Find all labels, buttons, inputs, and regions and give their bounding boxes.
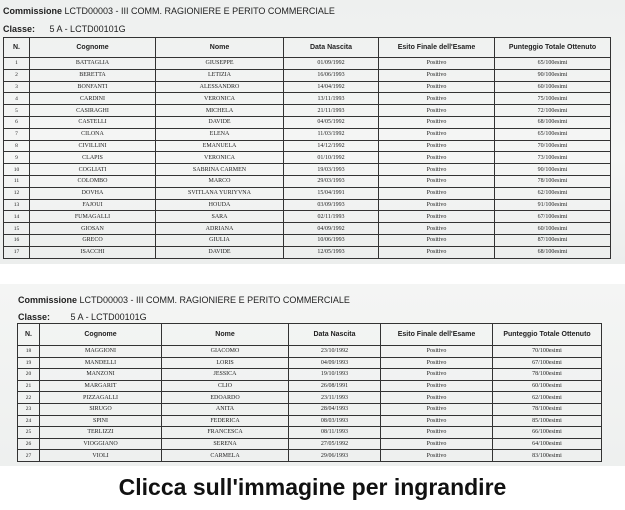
row-number: 9 xyxy=(4,152,30,164)
row-esito: Positivo xyxy=(379,223,495,235)
row-punteggio: 65/100esimi xyxy=(495,128,611,140)
row-number: 21 xyxy=(18,380,40,392)
row-cognome: CIVILLINI xyxy=(30,140,156,152)
row-nome: ELENA xyxy=(156,128,284,140)
table-row xyxy=(4,223,611,235)
row-cognome: MANDELLI xyxy=(40,357,162,369)
row-cognome: VIOLI xyxy=(40,450,162,462)
col-cognome-header: Cognome xyxy=(30,38,156,58)
row-punteggio: 62/100esimi xyxy=(493,392,602,404)
row-punteggio: 68/100esimi xyxy=(495,116,611,128)
table-row xyxy=(4,199,611,211)
table-row xyxy=(4,69,611,81)
row-nome: HOUDA xyxy=(156,199,284,211)
class-line xyxy=(3,24,126,34)
class-line xyxy=(18,312,147,322)
row-esito: Positivo xyxy=(379,187,495,199)
row-data-nascita: 23/11/1993 xyxy=(289,392,381,404)
enlarge-caption[interactable]: Clicca sull'immagine per ingrandire xyxy=(118,474,507,500)
row-punteggio: 78/100esimi xyxy=(493,369,602,381)
table-row xyxy=(4,246,611,258)
col-num-header: N. xyxy=(18,324,40,346)
row-number: 12 xyxy=(4,187,30,199)
row-nome: DAVIDE xyxy=(156,116,284,128)
row-esito: Positivo xyxy=(381,380,493,392)
row-cognome: MANZONI xyxy=(40,369,162,381)
table-row xyxy=(18,438,602,450)
commission-line xyxy=(18,295,350,305)
row-cognome: GRECO xyxy=(30,234,156,246)
table-row xyxy=(18,369,602,381)
row-punteggio: 60/100esimi xyxy=(495,223,611,235)
table-row xyxy=(18,357,602,369)
row-data-nascita: 11/03/1992 xyxy=(284,128,379,140)
row-data-nascita: 27/05/1992 xyxy=(289,438,381,450)
row-cognome: SIRUGO xyxy=(40,403,162,415)
row-nome: SERENA xyxy=(162,438,289,450)
row-nome: MICHELA xyxy=(156,105,284,117)
row-cognome: FAJOUI xyxy=(30,199,156,211)
class-label: Classe: xyxy=(18,312,51,322)
row-nome: SVITLANA YURIYVNA xyxy=(156,187,284,199)
row-data-nascita: 28/04/1993 xyxy=(289,403,381,415)
row-punteggio: 78/100esimi xyxy=(493,403,602,415)
row-data-nascita: 12/05/1993 xyxy=(284,246,379,258)
row-cognome: BATTAGLIA xyxy=(30,58,156,70)
row-number: 25 xyxy=(18,427,40,439)
row-number: 2 xyxy=(4,69,30,81)
row-cognome: CLAPIS xyxy=(30,152,156,164)
row-cognome: DOVHA xyxy=(30,187,156,199)
row-number: 13 xyxy=(4,199,30,211)
commission-label: Commissione xyxy=(3,6,63,16)
commission-value: LCTD00003 - III COMM. RAGIONIERE E PERITO COMMERCIALE xyxy=(79,295,350,305)
row-cognome: GIOSAN xyxy=(30,223,156,235)
row-number: 6 xyxy=(4,116,30,128)
row-punteggio: 67/100esimi xyxy=(493,357,602,369)
table-row xyxy=(4,140,611,152)
row-punteggio: 64/100esimi xyxy=(493,438,602,450)
table-header-row xyxy=(18,324,602,346)
row-esito: Positivo xyxy=(379,58,495,70)
commission-label: Commissione xyxy=(18,295,78,305)
table-row xyxy=(4,81,611,93)
row-esito: Positivo xyxy=(379,81,495,93)
row-esito: Positivo xyxy=(379,105,495,117)
row-nome: EMANUELA xyxy=(156,140,284,152)
col-data-header: Data Nascita xyxy=(289,324,381,346)
row-cognome: VIOGGIANO xyxy=(40,438,162,450)
table-row xyxy=(18,415,602,427)
row-number: 23 xyxy=(18,403,40,415)
row-cognome: MARGARIT xyxy=(40,380,162,392)
col-punteggio-header: Punteggio Totale Ottenuto xyxy=(495,38,611,58)
col-nome-header: Nome xyxy=(162,324,289,346)
col-num-header: N. xyxy=(4,38,30,58)
row-data-nascita: 26/08/1991 xyxy=(289,380,381,392)
row-data-nascita: 04/05/1992 xyxy=(284,116,379,128)
row-data-nascita: 14/04/1992 xyxy=(284,81,379,93)
row-cognome: PIZZAGALLI xyxy=(40,392,162,404)
row-cognome: TERLIZZI xyxy=(40,427,162,439)
row-nome: GIULIA xyxy=(156,234,284,246)
row-data-nascita: 08/11/1993 xyxy=(289,427,381,439)
row-number: 11 xyxy=(4,175,30,187)
table-row xyxy=(18,427,602,439)
row-nome: CARMELA xyxy=(162,450,289,462)
col-esito-header: Esito Finale dell'Esame xyxy=(379,38,495,58)
col-nome-header: Nome xyxy=(156,38,284,58)
row-data-nascita: 10/06/1993 xyxy=(284,234,379,246)
row-data-nascita: 29/06/1993 xyxy=(289,450,381,462)
row-nome: ALESSANDRO xyxy=(156,81,284,93)
row-data-nascita: 08/03/1993 xyxy=(289,415,381,427)
row-cognome: MAGGIONI xyxy=(40,346,162,358)
row-esito: Positivo xyxy=(381,427,493,439)
class-label: Classe: xyxy=(3,24,36,34)
table-row xyxy=(4,128,611,140)
row-number: 14 xyxy=(4,211,30,223)
row-cognome: BERETTA xyxy=(30,69,156,81)
table-row xyxy=(18,380,602,392)
row-cognome: COLOMBO xyxy=(30,175,156,187)
row-esito: Positivo xyxy=(381,369,493,381)
row-punteggio: 66/100esimi xyxy=(493,427,602,439)
row-data-nascita: 04/09/1993 xyxy=(289,357,381,369)
row-cognome: CASTELLI xyxy=(30,116,156,128)
row-esito: Positivo xyxy=(379,234,495,246)
row-number: 4 xyxy=(4,93,30,105)
results-table-1 xyxy=(3,37,611,259)
row-data-nascita: 19/10/1993 xyxy=(289,369,381,381)
row-esito: Positivo xyxy=(381,450,493,462)
row-nome: LORIS xyxy=(162,357,289,369)
row-nome: EDOARDO xyxy=(162,392,289,404)
col-data-header: Data Nascita xyxy=(284,38,379,58)
row-punteggio: 83/100esimi xyxy=(493,450,602,462)
row-esito: Positivo xyxy=(381,357,493,369)
results-sheet-2[interactable] xyxy=(0,284,625,466)
row-esito: Positivo xyxy=(381,415,493,427)
row-data-nascita: 01/09/1992 xyxy=(284,58,379,70)
table-row xyxy=(4,93,611,105)
table-row xyxy=(18,403,602,415)
row-nome: ADRIANA xyxy=(156,223,284,235)
row-punteggio: 78/100esimi xyxy=(495,175,611,187)
row-data-nascita: 15/04/1991 xyxy=(284,187,379,199)
col-cognome-header: Cognome xyxy=(40,324,162,346)
row-number: 16 xyxy=(4,234,30,246)
row-esito: Positivo xyxy=(379,199,495,211)
table-row xyxy=(4,152,611,164)
row-cognome: BONFANTI xyxy=(30,81,156,93)
table-row xyxy=(4,116,611,128)
row-nome: GIUSEPPE xyxy=(156,58,284,70)
table-row xyxy=(18,450,602,462)
row-data-nascita: 16/06/1993 xyxy=(284,69,379,81)
row-data-nascita: 04/09/1992 xyxy=(284,223,379,235)
row-esito: Positivo xyxy=(379,211,495,223)
table-row xyxy=(4,187,611,199)
table-row xyxy=(18,346,602,358)
row-nome: JESSICA xyxy=(162,369,289,381)
row-data-nascita: 29/03/1993 xyxy=(284,175,379,187)
row-number: 18 xyxy=(18,346,40,358)
row-punteggio: 70/100esimi xyxy=(495,140,611,152)
row-punteggio: 75/100esimi xyxy=(495,93,611,105)
row-punteggio: 85/100esimi xyxy=(493,415,602,427)
row-number: 15 xyxy=(4,223,30,235)
row-nome: SABRINA CARMEN xyxy=(156,164,284,176)
row-punteggio: 60/100esimi xyxy=(493,380,602,392)
row-esito: Positivo xyxy=(379,140,495,152)
row-nome: CLIO xyxy=(162,380,289,392)
row-cognome: COGLIATI xyxy=(30,164,156,176)
row-esito: Positivo xyxy=(381,403,493,415)
row-number: 8 xyxy=(4,140,30,152)
col-esito-header: Esito Finale dell'Esame xyxy=(381,324,493,346)
row-esito: Positivo xyxy=(379,128,495,140)
row-number: 1 xyxy=(4,58,30,70)
col-punteggio-header: Punteggio Totale Ottenuto xyxy=(493,324,602,346)
row-number: 22 xyxy=(18,392,40,404)
row-esito: Positivo xyxy=(379,164,495,176)
row-cognome: SPINI xyxy=(40,415,162,427)
row-number: 7 xyxy=(4,128,30,140)
row-esito: Positivo xyxy=(381,346,493,358)
table-row xyxy=(4,105,611,117)
row-data-nascita: 14/12/1992 xyxy=(284,140,379,152)
table-row xyxy=(4,175,611,187)
row-nome: VERONICA xyxy=(156,93,284,105)
row-punteggio: 90/100esimi xyxy=(495,69,611,81)
row-nome: FEDERICA xyxy=(162,415,289,427)
row-esito: Positivo xyxy=(379,69,495,81)
row-number: 17 xyxy=(4,246,30,258)
table-row xyxy=(4,58,611,70)
table-header-row xyxy=(4,38,611,58)
row-esito: Positivo xyxy=(379,246,495,258)
row-punteggio: 72/100esimi xyxy=(495,105,611,117)
row-cognome: FUMAGALLI xyxy=(30,211,156,223)
row-nome: GIACOMO xyxy=(162,346,289,358)
row-punteggio: 67/100esimi xyxy=(495,211,611,223)
row-nome: VERONICA xyxy=(156,152,284,164)
row-nome: SARA xyxy=(156,211,284,223)
row-cognome: CARDINI xyxy=(30,93,156,105)
row-number: 5 xyxy=(4,105,30,117)
row-number: 10 xyxy=(4,164,30,176)
row-data-nascita: 23/10/1992 xyxy=(289,346,381,358)
row-nome: DAVIDE xyxy=(156,246,284,258)
row-data-nascita: 01/10/1992 xyxy=(284,152,379,164)
row-esito: Positivo xyxy=(379,175,495,187)
row-punteggio: 70/100esimi xyxy=(493,346,602,358)
row-number: 20 xyxy=(18,369,40,381)
commission-value: LCTD00003 - III COMM. RAGIONIERE E PERITO COMMERCIALE xyxy=(64,6,335,16)
row-punteggio: 73/100esimi xyxy=(495,152,611,164)
row-esito: Positivo xyxy=(379,116,495,128)
row-data-nascita: 13/11/1993 xyxy=(284,93,379,105)
row-punteggio: 91/100esimi xyxy=(495,199,611,211)
row-number: 3 xyxy=(4,81,30,93)
row-esito: Positivo xyxy=(379,152,495,164)
row-punteggio: 60/100esimi xyxy=(495,81,611,93)
row-nome: LETIZIA xyxy=(156,69,284,81)
row-data-nascita: 19/03/1993 xyxy=(284,164,379,176)
table-row xyxy=(4,234,611,246)
commission-line xyxy=(3,6,335,16)
row-number: 26 xyxy=(18,438,40,450)
row-punteggio: 90/100esimi xyxy=(495,164,611,176)
results-table-2 xyxy=(17,323,602,462)
row-number: 27 xyxy=(18,450,40,462)
row-data-nascita: 02/11/1993 xyxy=(284,211,379,223)
class-value: 5 A - LCTD00101G xyxy=(70,312,147,322)
row-punteggio: 68/100esimi xyxy=(495,246,611,258)
row-punteggio: 87/100esimi xyxy=(495,234,611,246)
row-nome: ANITA xyxy=(162,403,289,415)
row-number: 19 xyxy=(18,357,40,369)
row-cognome: CASIRAGHI xyxy=(30,105,156,117)
table-row xyxy=(4,211,611,223)
row-cognome: CILONA xyxy=(30,128,156,140)
row-data-nascita: 21/11/1993 xyxy=(284,105,379,117)
row-number: 24 xyxy=(18,415,40,427)
row-punteggio: 62/100esimi xyxy=(495,187,611,199)
class-value: 5 A - LCTD00101G xyxy=(49,24,126,34)
row-data-nascita: 03/09/1993 xyxy=(284,199,379,211)
row-nome: MARCO xyxy=(156,175,284,187)
row-esito: Positivo xyxy=(379,93,495,105)
table-row xyxy=(18,392,602,404)
row-punteggio: 65/100esimi xyxy=(495,58,611,70)
table-row xyxy=(4,164,611,176)
row-esito: Positivo xyxy=(381,392,493,404)
row-esito: Positivo xyxy=(381,438,493,450)
row-cognome: ISACCHI xyxy=(30,246,156,258)
row-nome: FRANCESCA xyxy=(162,427,289,439)
